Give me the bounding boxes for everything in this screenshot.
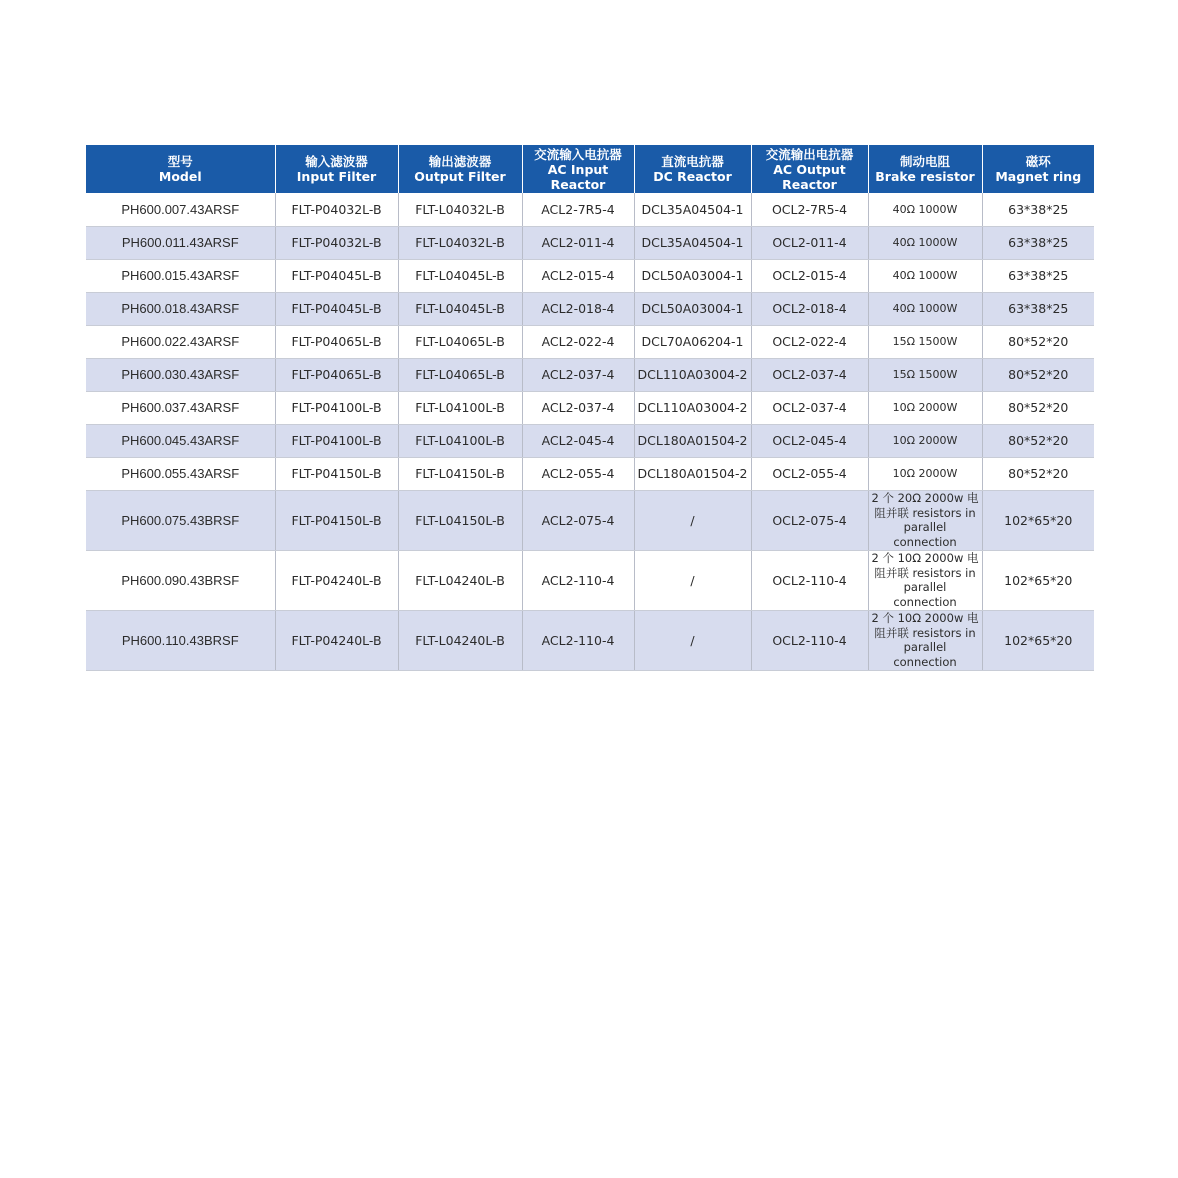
header-input-filter: 输入滤波器 Input Filter <box>275 145 398 193</box>
cell-input-filter: FLT-P04240L-B <box>275 610 398 670</box>
cell-output-filter: FLT-L04045L-B <box>398 259 522 292</box>
cell-dc-reactor: DCL110A03004-2 <box>634 358 751 391</box>
cell-dc-reactor: DCL180A01504-2 <box>634 457 751 490</box>
cell-model: PH600.007.43ARSF <box>86 193 275 226</box>
cell-dc-reactor: DCL70A06204-1 <box>634 325 751 358</box>
cell-model: PH600.022.43ARSF <box>86 325 275 358</box>
cell-brake: 2 个 10Ω 2000w 电阻并联 resistors in parallel connection <box>868 550 982 610</box>
table-row <box>86 457 1094 490</box>
cell-ac-output-reactor: OCL2-110-4 <box>751 550 868 610</box>
cell-brake: 40Ω 1000W <box>868 259 982 292</box>
cell-model: PH600.011.43ARSF <box>86 226 275 259</box>
cell-magnet-ring: 102*65*20 <box>982 610 1094 670</box>
cell-ac-input-reactor: ACL2-022-4 <box>522 325 634 358</box>
cell-ac-output-reactor: OCL2-018-4 <box>751 292 868 325</box>
cell-model: PH600.030.43ARSF <box>86 358 275 391</box>
cell-brake: 2 个 10Ω 2000w 电阻并联 resistors in parallel connection <box>868 610 982 670</box>
table-row <box>86 193 1094 226</box>
cell-brake: 40Ω 1000W <box>868 292 982 325</box>
cell-ac-input-reactor: ACL2-037-4 <box>522 391 634 424</box>
cell-magnet-ring: 63*38*25 <box>982 226 1094 259</box>
cell-magnet-ring: 63*38*25 <box>982 259 1094 292</box>
cell-ac-output-reactor: OCL2-022-4 <box>751 325 868 358</box>
cell-brake: 15Ω 1500W <box>868 358 982 391</box>
table-row <box>86 226 1094 259</box>
cell-output-filter: FLT-L04240L-B <box>398 550 522 610</box>
cell-dc-reactor: DCL180A01504-2 <box>634 424 751 457</box>
cell-output-filter: FLT-L04045L-B <box>398 292 522 325</box>
cell-output-filter: FLT-L04150L-B <box>398 490 522 550</box>
cell-output-filter: FLT-L04065L-B <box>398 325 522 358</box>
cell-ac-output-reactor: OCL2-055-4 <box>751 457 868 490</box>
cell-output-filter: FLT-L04065L-B <box>398 358 522 391</box>
cell-ac-input-reactor: ACL2-045-4 <box>522 424 634 457</box>
table-row <box>86 550 1094 610</box>
cell-model: PH600.110.43BRSF <box>86 610 275 670</box>
cell-model: PH600.015.43ARSF <box>86 259 275 292</box>
table-row <box>86 259 1094 292</box>
header-ac-input-reactor: 交流输入电抗器 AC Input Reactor <box>522 145 634 193</box>
table-row <box>86 391 1094 424</box>
cell-brake: 2 个 20Ω 2000w 电阻并联 resistors in parallel connection <box>868 490 982 550</box>
cell-brake: 40Ω 1000W <box>868 226 982 259</box>
cell-magnet-ring: 80*52*20 <box>982 358 1094 391</box>
header-model: 型号 Model <box>86 145 275 193</box>
cell-magnet-ring: 102*65*20 <box>982 550 1094 610</box>
table-row <box>86 490 1094 550</box>
cell-dc-reactor: / <box>634 550 751 610</box>
header-magnet-ring: 磁环 Magnet ring <box>982 145 1094 193</box>
cell-dc-reactor: DCL50A03004-1 <box>634 259 751 292</box>
cell-input-filter: FLT-P04032L-B <box>275 193 398 226</box>
cell-output-filter: FLT-L04240L-B <box>398 610 522 670</box>
cell-ac-input-reactor: ACL2-7R5-4 <box>522 193 634 226</box>
header-row <box>86 145 1094 193</box>
cell-output-filter: FLT-L04032L-B <box>398 226 522 259</box>
cell-magnet-ring: 63*38*25 <box>982 193 1094 226</box>
cell-output-filter: FLT-L04150L-B <box>398 457 522 490</box>
cell-input-filter: FLT-P04065L-B <box>275 325 398 358</box>
cell-ac-output-reactor: OCL2-110-4 <box>751 610 868 670</box>
cell-output-filter: FLT-L04100L-B <box>398 391 522 424</box>
cell-dc-reactor: / <box>634 490 751 550</box>
cell-ac-output-reactor: OCL2-045-4 <box>751 424 868 457</box>
header-output-filter: 输出滤波器 Output Filter <box>398 145 522 193</box>
cell-magnet-ring: 80*52*20 <box>982 424 1094 457</box>
cell-dc-reactor: DCL35A04504-1 <box>634 193 751 226</box>
header-dc-reactor: 直流电抗器 DC Reactor <box>634 145 751 193</box>
cell-dc-reactor: DCL110A03004-2 <box>634 391 751 424</box>
table-header <box>86 145 1094 193</box>
table-row <box>86 424 1094 457</box>
cell-ac-input-reactor: ACL2-055-4 <box>522 457 634 490</box>
cell-ac-input-reactor: ACL2-110-4 <box>522 550 634 610</box>
cell-model: PH600.045.43ARSF <box>86 424 275 457</box>
cell-output-filter: FLT-L04032L-B <box>398 193 522 226</box>
cell-magnet-ring: 80*52*20 <box>982 391 1094 424</box>
header-brake-resistor: 制动电阻 Brake resistor <box>868 145 982 193</box>
cell-brake: 10Ω 2000W <box>868 457 982 490</box>
cell-brake: 10Ω 2000W <box>868 391 982 424</box>
cell-input-filter: FLT-P04100L-B <box>275 391 398 424</box>
table-row <box>86 292 1094 325</box>
cell-input-filter: FLT-P04150L-B <box>275 457 398 490</box>
cell-input-filter: FLT-P04032L-B <box>275 226 398 259</box>
cell-magnet-ring: 80*52*20 <box>982 457 1094 490</box>
cell-model: PH600.055.43ARSF <box>86 457 275 490</box>
cell-magnet-ring: 80*52*20 <box>982 325 1094 358</box>
cell-ac-input-reactor: ACL2-015-4 <box>522 259 634 292</box>
cell-ac-input-reactor: ACL2-011-4 <box>522 226 634 259</box>
cell-ac-input-reactor: ACL2-037-4 <box>522 358 634 391</box>
cell-ac-output-reactor: OCL2-075-4 <box>751 490 868 550</box>
cell-ac-output-reactor: OCL2-037-4 <box>751 358 868 391</box>
cell-ac-input-reactor: ACL2-018-4 <box>522 292 634 325</box>
cell-input-filter: FLT-P04065L-B <box>275 358 398 391</box>
cell-magnet-ring: 63*38*25 <box>982 292 1094 325</box>
cell-magnet-ring: 102*65*20 <box>982 490 1094 550</box>
cell-dc-reactor: / <box>634 610 751 670</box>
cell-output-filter: FLT-L04100L-B <box>398 424 522 457</box>
cell-ac-input-reactor: ACL2-110-4 <box>522 610 634 670</box>
cell-model: PH600.037.43ARSF <box>86 391 275 424</box>
cell-input-filter: FLT-P04240L-B <box>275 550 398 610</box>
cell-dc-reactor: DCL50A03004-1 <box>634 292 751 325</box>
cell-dc-reactor: DCL35A04504-1 <box>634 226 751 259</box>
cell-ac-output-reactor: OCL2-7R5-4 <box>751 193 868 226</box>
cell-input-filter: FLT-P04100L-B <box>275 424 398 457</box>
table-row <box>86 358 1094 391</box>
cell-brake: 40Ω 1000W <box>868 193 982 226</box>
cell-ac-input-reactor: ACL2-075-4 <box>522 490 634 550</box>
table-body <box>86 193 1094 670</box>
table-row <box>86 610 1094 670</box>
cell-input-filter: FLT-P04150L-B <box>275 490 398 550</box>
cell-input-filter: FLT-P04045L-B <box>275 292 398 325</box>
cell-input-filter: FLT-P04045L-B <box>275 259 398 292</box>
table-row <box>86 325 1094 358</box>
cell-ac-output-reactor: OCL2-015-4 <box>751 259 868 292</box>
cell-brake: 15Ω 1500W <box>868 325 982 358</box>
cell-model: PH600.090.43BRSF <box>86 550 275 610</box>
cell-model: PH600.018.43ARSF <box>86 292 275 325</box>
cell-model: PH600.075.43BRSF <box>86 490 275 550</box>
cell-ac-output-reactor: OCL2-037-4 <box>751 391 868 424</box>
accessory-table <box>86 145 1094 671</box>
cell-brake: 10Ω 2000W <box>868 424 982 457</box>
header-ac-output-reactor: 交流输出电抗器 AC Output Reactor <box>751 145 868 193</box>
cell-ac-output-reactor: OCL2-011-4 <box>751 226 868 259</box>
